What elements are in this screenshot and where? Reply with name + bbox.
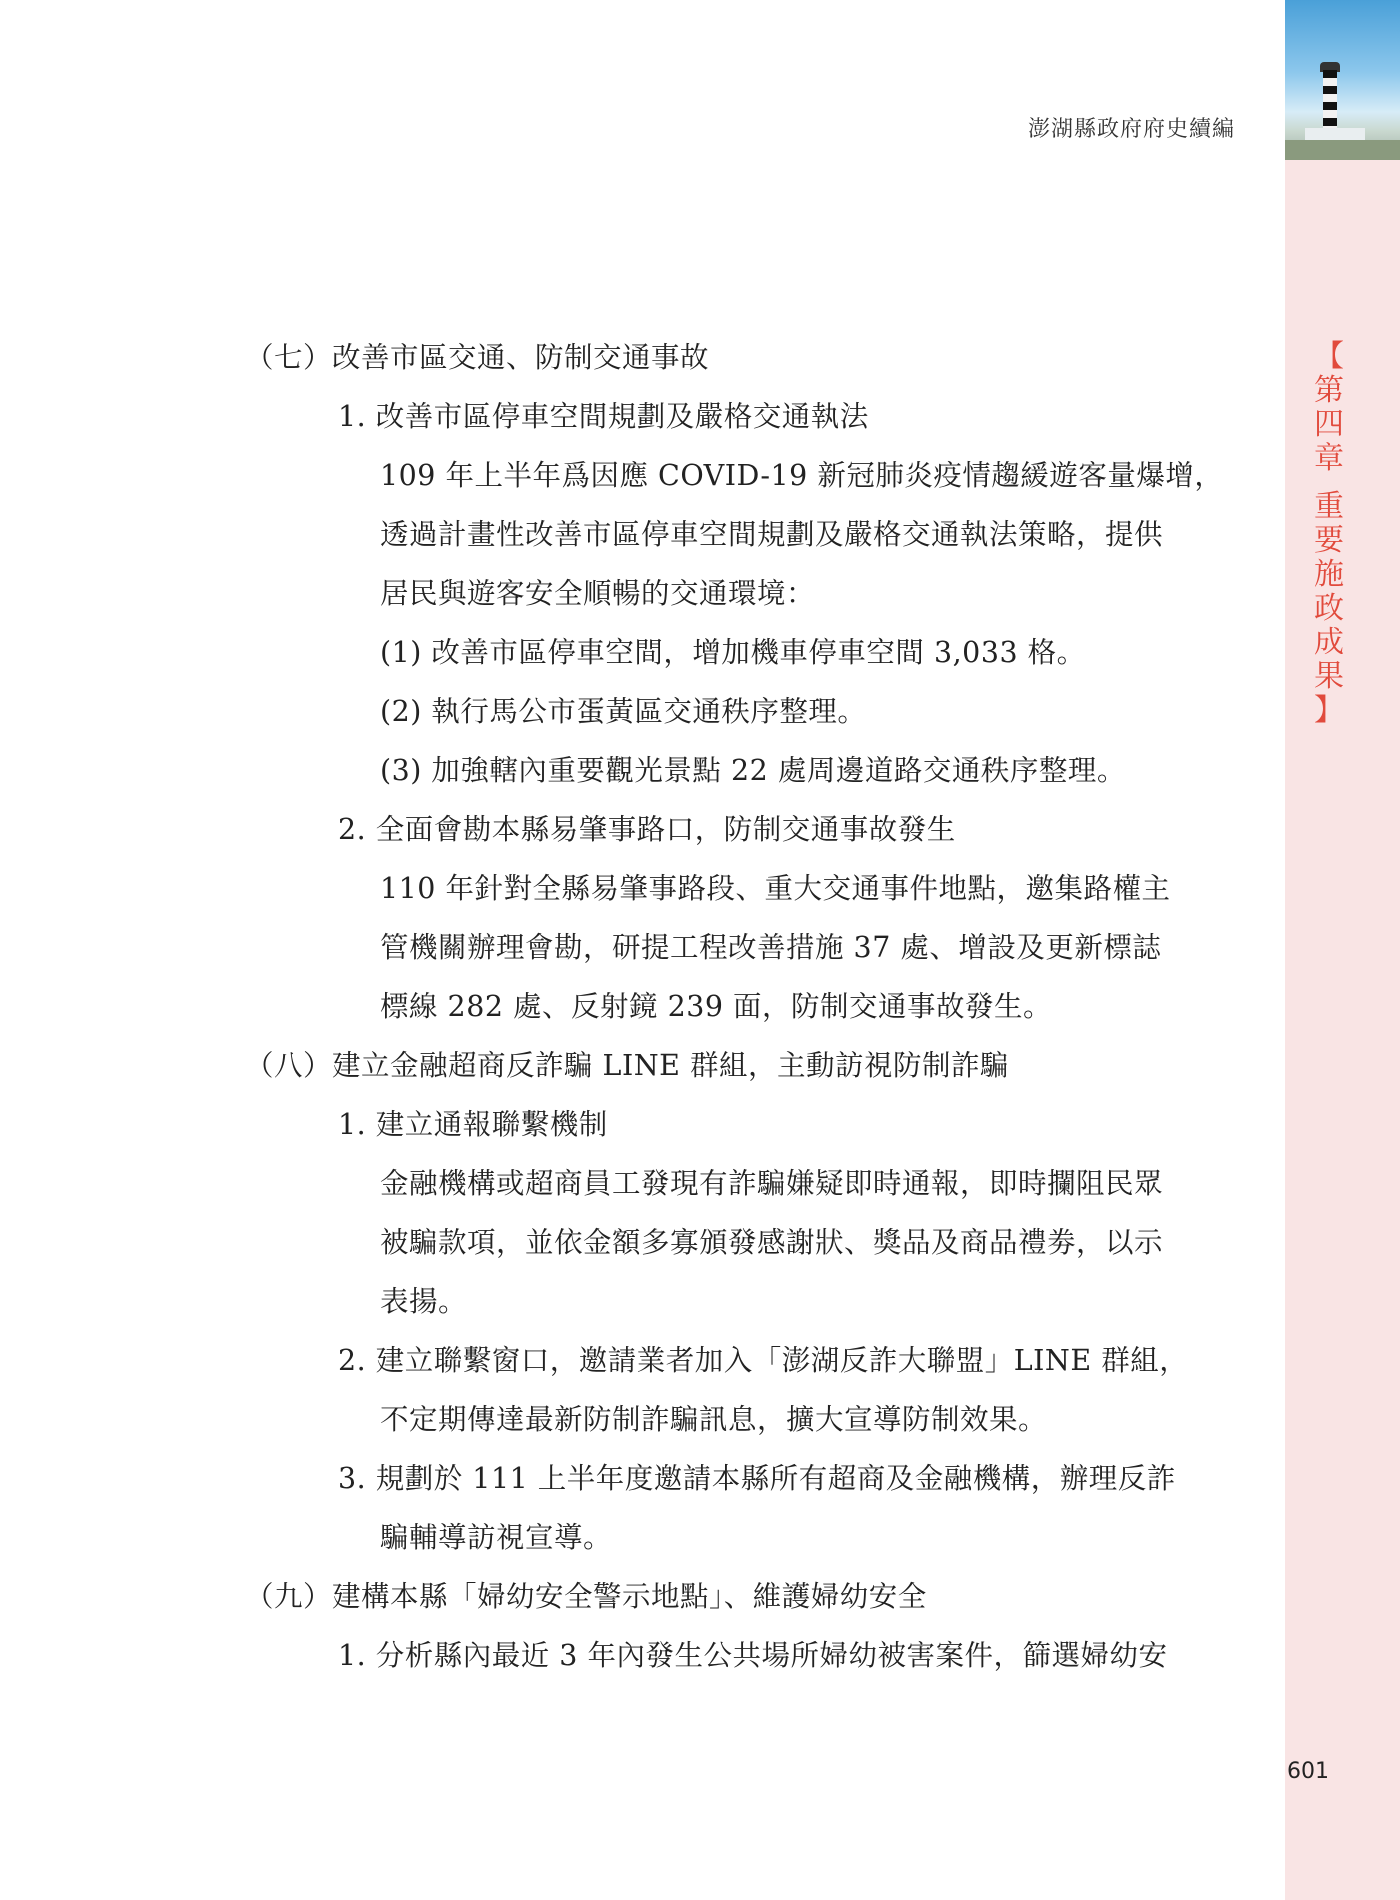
body-line: 標線 282 處、反射鏡 239 面，防制交通事故發生。	[380, 990, 1053, 1023]
body-line: 被騙款項，並依金額多寡頒發感謝狀、獎品及商品禮劵，以示	[380, 1226, 1164, 1259]
chapter-tab-char: 施	[1314, 557, 1344, 592]
subsection-heading: 1. 分析縣內最近 3 年內發生公共場所婦幼被害案件，篩選婦幼安	[338, 1639, 1168, 1672]
chapter-tab-char: 章	[1314, 441, 1344, 476]
chapter-tab-char: 】	[1314, 693, 1344, 728]
chapter-tab-char: 四	[1314, 407, 1344, 442]
subsection-heading: 2. 全面會勘本縣易肇事路口，防制交通事故發生	[338, 813, 956, 846]
section-heading: （八）建立金融超商反詐騙 LINE 群組，主動訪視防制詐騙	[245, 1049, 1010, 1082]
subsection-heading: 1. 改善市區停車空間規劃及嚴格交通執法	[338, 400, 869, 433]
list-item: (2) 執行馬公市蛋黃區交通秩序整理。	[380, 695, 867, 728]
body-line: 不定期傳達最新防制詐騙訊息，擴大宣導防制效果。	[380, 1403, 1048, 1436]
subsection-heading: 3. 規劃於 111 上半年度邀請本縣所有超商及金融機構，辦理反詐	[338, 1462, 1176, 1495]
body-line: 110 年針對全縣易肇事路段、重大交通事件地點，邀集路權主	[380, 872, 1171, 905]
body-line: 109 年上半年爲因應 COVID-19 新冠肺炎疫情趨緩遊客量爆增，	[380, 459, 1224, 492]
chapter-tab-char: 第	[1314, 373, 1344, 408]
lighthouse-photo	[1285, 0, 1400, 160]
body-line: 居民與遊客安全順暢的交通環境：	[380, 577, 816, 610]
section-heading: （九）建構本縣「婦幼安全警示地點」、維護婦幼安全	[245, 1580, 927, 1613]
chapter-tab-char	[1309, 476, 1349, 490]
body-line: 管機關辦理會勘，研提工程改善措施 37 處、增設及更新標誌	[380, 931, 1162, 964]
chapter-tab-char: 重	[1314, 489, 1344, 524]
subsection-heading: 2. 建立聯繫窗口，邀請業者加入「澎湖反詐大聯盟」LINE 群組，	[338, 1344, 1189, 1377]
body-line: 騙輔導訪視宣導。	[380, 1521, 613, 1554]
body-line: 表揚。	[380, 1285, 468, 1318]
chapter-tab-char: 政	[1314, 591, 1344, 626]
subsection-heading: 1. 建立通報聯繫機制	[338, 1108, 608, 1141]
chapter-tab-title	[1309, 340, 1349, 728]
body-line: 透過計畫性改善市區停車空間規劃及嚴格交通執法策略，提供	[380, 518, 1164, 551]
running-header: 澎湖縣政府府史續編	[1027, 117, 1235, 142]
section-heading: （七）改善市區交通、防制交通事故	[245, 341, 710, 374]
chapter-tab-char: 【	[1314, 339, 1344, 374]
page-number: 601	[1287, 1759, 1329, 1784]
lighthouse-tower	[1323, 70, 1337, 130]
chapter-tab-char: 成	[1314, 625, 1344, 660]
chapter-tab-char: 要	[1314, 523, 1344, 558]
list-item: (3) 加強轄內重要觀光景點 22 處周邊道路交通秩序整理。	[380, 754, 1126, 787]
ground	[1285, 140, 1400, 160]
body-line: 金融機構或超商員工發現有詐騙嫌疑即時通報，即時攔阻民眾	[380, 1167, 1164, 1200]
list-item: (1) 改善市區停車空間，增加機車停車空間 3,033 格。	[380, 636, 1086, 669]
chapter-tab-char: 果	[1314, 659, 1344, 694]
chapter-sidebar	[1285, 0, 1400, 1900]
